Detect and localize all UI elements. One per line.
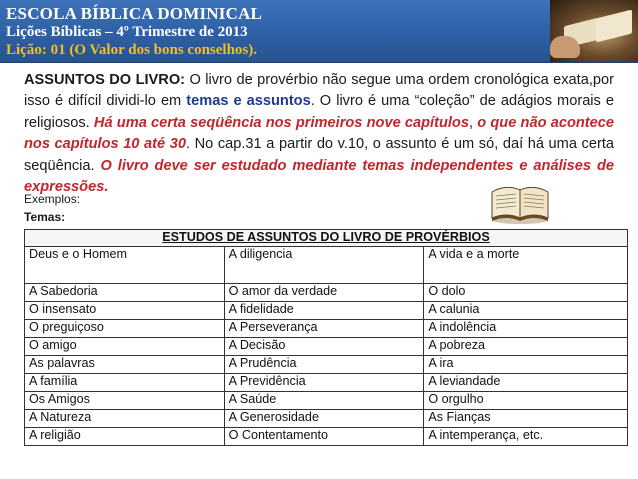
table-cell: A vida e a morte bbox=[424, 247, 628, 284]
table-cell: Deus e o Homem bbox=[25, 247, 225, 284]
intro-text-3: , bbox=[468, 114, 478, 131]
table-cell: As palavras bbox=[25, 356, 225, 374]
table-cell: A Prudência bbox=[224, 356, 424, 374]
table-cell: A indolência bbox=[424, 320, 628, 338]
table-cell: O dolo bbox=[424, 284, 628, 302]
intro-text-4: . No cap.31 a partir do v.10, o assunto é um só, daí há uma certa seqüência. bbox=[24, 136, 614, 174]
table-cell: O insensato bbox=[25, 302, 225, 320]
table-cell: A pobreza bbox=[424, 338, 628, 356]
table-row bbox=[25, 302, 628, 320]
intro-highlight-study: O livro deve ser estudado mediante temas independentes e análises de expressões. bbox=[24, 157, 614, 196]
themes-table bbox=[24, 229, 628, 446]
table-cell: A Decisão bbox=[224, 338, 424, 356]
table-cell: O orgulho bbox=[424, 392, 628, 410]
header-banner bbox=[0, 0, 638, 63]
table-row bbox=[25, 410, 628, 428]
table-cell: O Contentamento bbox=[224, 428, 424, 446]
open-bible-photo bbox=[550, 0, 638, 62]
table-row bbox=[25, 428, 628, 446]
table-row bbox=[25, 320, 628, 338]
table-cell: Os Amigos bbox=[25, 392, 225, 410]
table-cell: A Previdência bbox=[224, 374, 424, 392]
table-cell: A calunia bbox=[424, 302, 628, 320]
intro-highlight-chapters: o que não acontece nos capítulos 10 até 30 bbox=[24, 114, 614, 153]
table-row bbox=[25, 356, 628, 374]
intro-highlight-sequence: Há uma certa seqüência nos primeiros nove capítulos bbox=[93, 114, 469, 131]
table-row bbox=[25, 284, 628, 302]
table-cell: A ira bbox=[424, 356, 628, 374]
table-cell: A diligencia bbox=[224, 247, 424, 284]
table-cell: A família bbox=[25, 374, 225, 392]
table-cell: A fidelidade bbox=[224, 302, 424, 320]
book-icon bbox=[488, 178, 552, 226]
intro-highlight-themes: temas e assuntos bbox=[186, 93, 311, 110]
school-title: ESCOLA BÍBLICA DOMINICAL bbox=[6, 4, 263, 23]
table-cell: A Sabedoria bbox=[25, 284, 225, 302]
quarter-subtitle: Lições Bíblicas – 4º Trimestre de 2013 bbox=[6, 24, 248, 40]
table-cell: O preguiçoso bbox=[25, 320, 225, 338]
intro-label: ASSUNTOS DO LIVRO: bbox=[24, 72, 186, 88]
table-cell: A leviandade bbox=[424, 374, 628, 392]
table-row bbox=[25, 247, 628, 284]
themes-label: Temas: bbox=[24, 210, 66, 224]
intro-text-1: O livro de provérbio não segue uma ordem cronológica exata,por isso é difícil dividi-lo em bbox=[24, 72, 614, 110]
intro-text-2: . O livro é uma “coleção” de adágios morais e religiosos. bbox=[24, 93, 615, 131]
table-row bbox=[25, 338, 628, 356]
table-cell: A Perseverança bbox=[224, 320, 424, 338]
table-cell: O amor da verdade bbox=[224, 284, 424, 302]
table-cell: A religião bbox=[25, 428, 225, 446]
table-cell: O amigo bbox=[25, 338, 225, 356]
table-cell: A Generosidade bbox=[224, 410, 424, 428]
table-title: ESTUDOS DE ASSUNTOS DO LIVRO DE PROVÉRBIOS bbox=[25, 230, 628, 247]
table-cell: As Fianças bbox=[424, 410, 628, 428]
table-cell: A intemperança, etc. bbox=[424, 428, 628, 446]
table-row bbox=[25, 392, 628, 410]
lesson-title: Lição: 01 (O Valor dos bons conselhos). bbox=[6, 42, 258, 58]
table-row bbox=[25, 374, 628, 392]
table-cell: A Natureza bbox=[25, 410, 225, 428]
table-cell: A Saúde bbox=[224, 392, 424, 410]
examples-label: Exemplos: bbox=[24, 192, 81, 206]
